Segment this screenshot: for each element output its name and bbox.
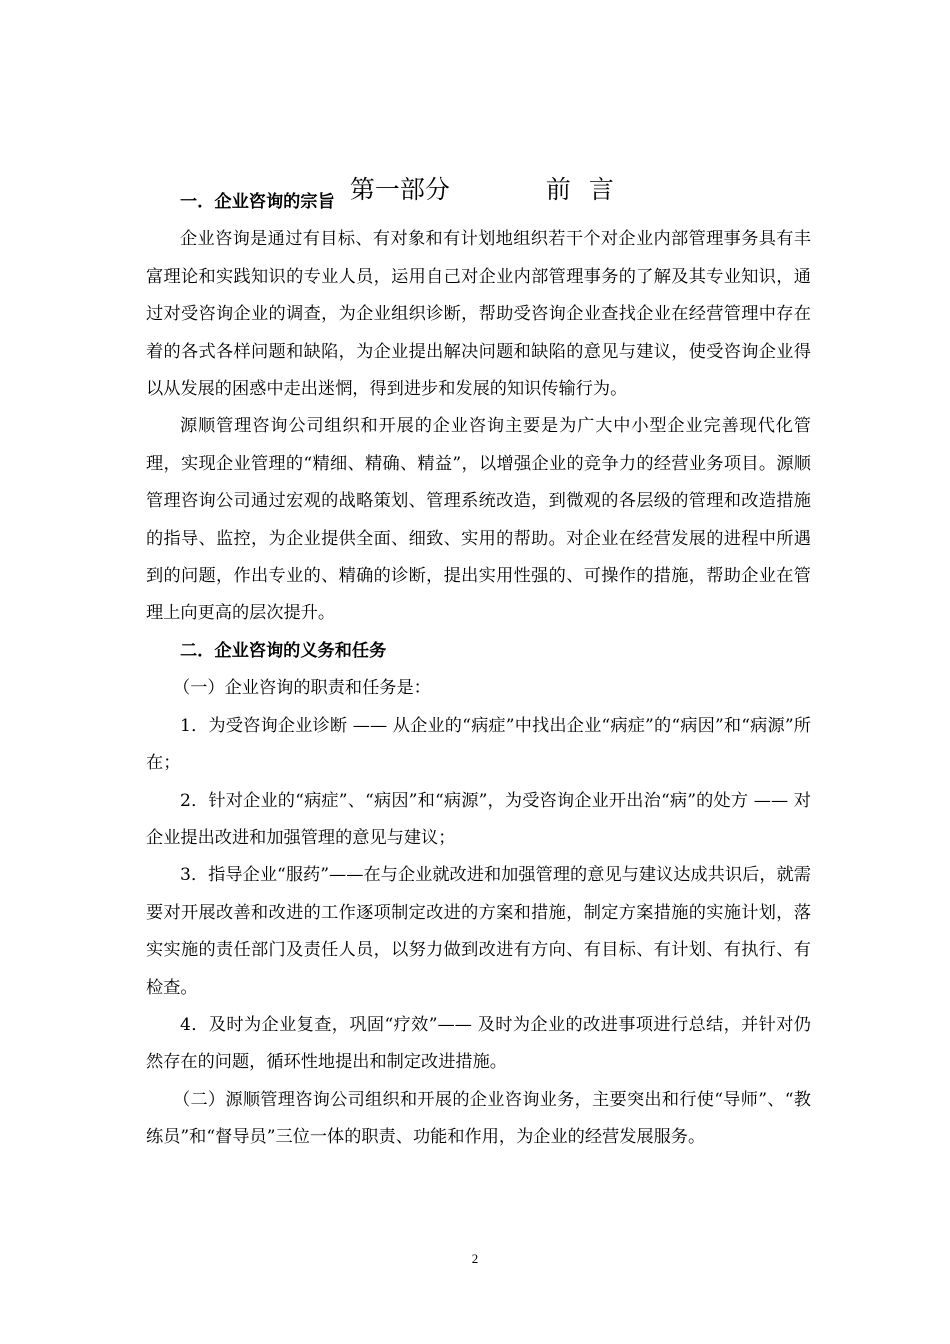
title-part: 第一部分 bbox=[349, 175, 450, 204]
paragraph: （二）源顺管理咨询公司组织和开展的企业咨询业务，主要突出和行使“导师”、“教练员”和“督导员”三位一体的职责、功能和作用，为企业的经营发展服务。 bbox=[146, 1089, 811, 1148]
list-item: 1．为受咨询企业诊断 —— 从企业的“病症”中找出企业“病症”的“病因”和“病源”所在； bbox=[146, 715, 811, 774]
section-heading-2: 二．企业咨询的义务和任务 bbox=[180, 640, 387, 661]
page-number: 2 bbox=[471, 1251, 479, 1266]
paragraph: 源顺管理咨询公司组织和开展的企业咨询主要是为广大中小型企业完善现代化管理，实现企业管理的“精细、精确、精益”，以增强企业的竞争力的经营业务项目。源顺管理咨询公司通过宏观的战略策划、管理系统改造，到微观的各层级的管理和改造措施的指导、监控，为企业提供全面、细致、实用的帮助。对企业在经营发展的进程中所遇到的问题，作出专业的、精确的诊断，提出实用性强的、可操作的措施，帮助企业在管理上向更高的层次提升。 bbox=[146, 416, 811, 624]
subsection-heading: （一）企业咨询的职责和任务是： bbox=[173, 678, 431, 699]
list-item: 4．及时为企业复查，巩固“疗效”—— 及时为企业的改进事项进行总结，并针对仍然存在的问题，循环性地提出和制定改进措施。 bbox=[146, 1014, 811, 1073]
list-item: 2．针对企业的“病症”、“病因”和“病源”，为受咨询企业开出治“病”的处方 —— 对企业提出改进和加强管理的意见与建议； bbox=[146, 790, 811, 848]
section-heading-1: 一．企业咨询的宗旨 bbox=[180, 192, 335, 212]
title-name: 前言 bbox=[545, 175, 632, 204]
document-body bbox=[146, 184, 811, 1157]
list-item: 3．指导企业“服药”——在与企业就改进和加强管理的意见与建议达成共识后，就需要对开展改善和改进的工作逐项制定改进的方案和措施，制定方案措施的实施计划，落实实施的责任部门及责任人员，以努力做到改进有方向、有目标、有计划、有执行、有检查。 bbox=[146, 865, 811, 998]
paragraph: 企业咨询是通过有目标、有对象和有计划地组织若干个对企业内部管理事务具有丰富理论和实践知识的专业人员，运用自己对企业内部管理事务的了解及其专业知识，通过对受咨询企业的调查，为企业组织诊断，帮助受咨询企业查找企业在经营管理中存在着的各式各样问题和缺陷，为企业提出解决问题和缺陷的意见与建议，使受咨询企业得以从发展的困惑中走出迷惘，得到进步和发展的知识传输行为。 bbox=[146, 229, 811, 400]
